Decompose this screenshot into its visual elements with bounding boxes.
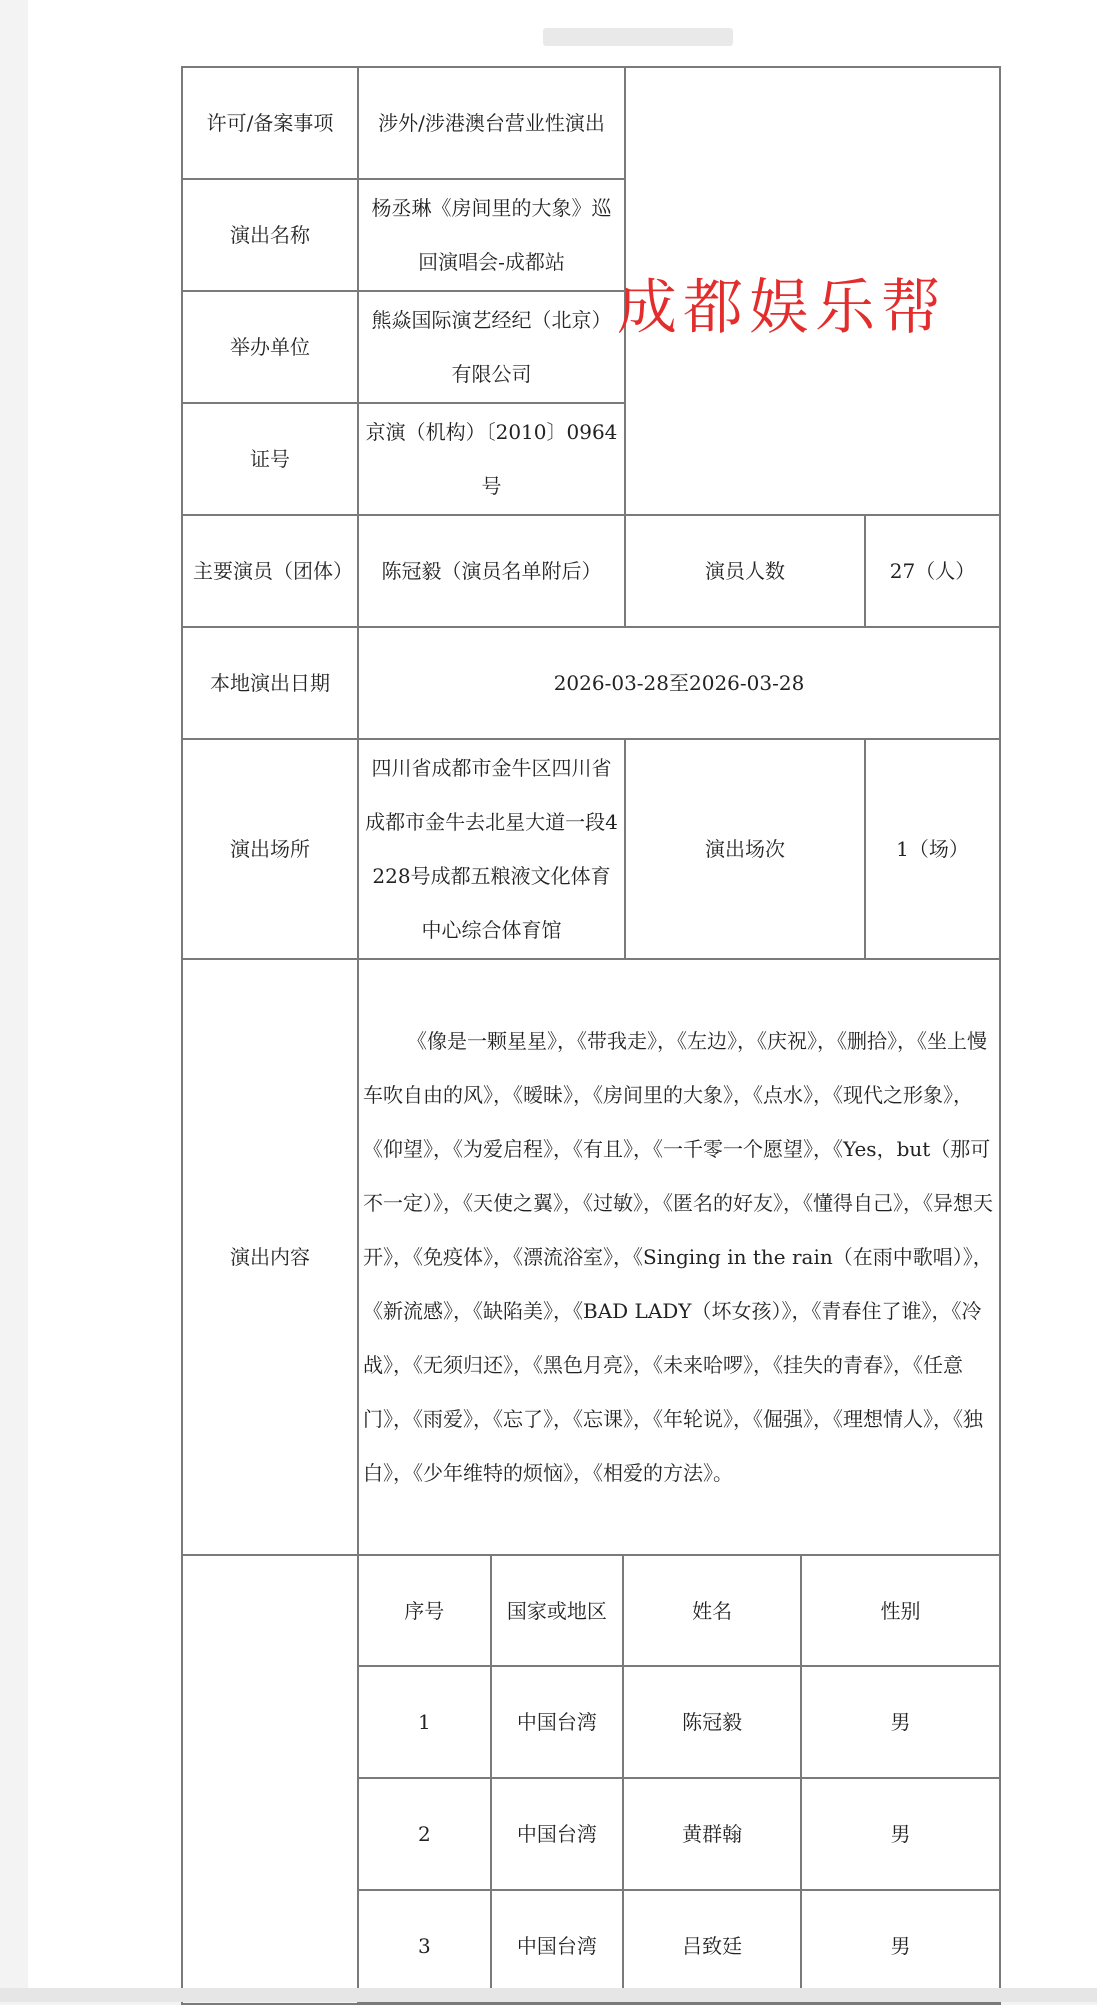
organizer-value: 熊焱国际演艺经纪（北京）有限公司 bbox=[358, 291, 625, 403]
roster-header-name: 姓名 bbox=[623, 1556, 801, 1666]
name-value: 杨丞琳《房间里的大象》巡回演唱会-成都站 bbox=[358, 179, 625, 291]
venue-label: 演出场所 bbox=[182, 739, 358, 959]
license-label: 许可/备案事项 bbox=[182, 67, 358, 179]
performer-count-label: 演员人数 bbox=[625, 515, 865, 627]
performer-count-value: 27（人） bbox=[865, 515, 1000, 627]
roster-gender: 男 bbox=[801, 1890, 999, 2002]
roster-header-gender: 性别 bbox=[801, 1556, 999, 1666]
license-value: 涉外/涉港澳台营业性演出 bbox=[358, 67, 625, 179]
watermark-text: 成都娱乐帮 bbox=[617, 273, 947, 343]
date-label: 本地演出日期 bbox=[182, 627, 358, 739]
roster-header-no: 序号 bbox=[359, 1556, 491, 1666]
roster-header-region: 国家或地区 bbox=[491, 1556, 624, 1666]
content-label: 演出内容 bbox=[182, 959, 358, 1555]
roster-name: 黄群翰 bbox=[623, 1778, 801, 1890]
roster-cell bbox=[358, 1555, 1000, 2004]
content-cell bbox=[358, 959, 1000, 1555]
roster-region: 中国台湾 bbox=[491, 1666, 624, 1778]
roster-no: 1 bbox=[359, 1666, 491, 1778]
shows-label: 演出场次 bbox=[625, 739, 865, 959]
roster-table bbox=[359, 1556, 999, 2003]
performer-value: 陈冠毅（演员名单附后） bbox=[358, 515, 625, 627]
roster-region: 中国台湾 bbox=[491, 1890, 624, 2002]
performer-label: 主要演员（团体） bbox=[182, 515, 358, 627]
redacted-header bbox=[543, 28, 733, 46]
table-row bbox=[359, 1778, 999, 1890]
bottom-edge bbox=[0, 1988, 1097, 2002]
date-value: 2026-03-28至2026-03-28 bbox=[358, 627, 1000, 739]
table-row bbox=[359, 1890, 999, 2002]
roster-name: 陈冠毅 bbox=[623, 1666, 801, 1778]
license-table bbox=[181, 66, 1001, 2005]
roster-no: 3 bbox=[359, 1890, 491, 2002]
name-label: 演出名称 bbox=[182, 179, 358, 291]
roster-no: 2 bbox=[359, 1778, 491, 1890]
table-row bbox=[359, 1666, 999, 1778]
cert-label: 证号 bbox=[182, 403, 358, 515]
shows-value: 1（场） bbox=[865, 739, 1000, 959]
roster-name: 吕致廷 bbox=[623, 1890, 801, 2002]
organizer-label: 举办单位 bbox=[182, 291, 358, 403]
venue-value: 四川省成都市金牛区四川省成都市金牛去北星大道一段4228号成都五粮液文化体育中心综合体育馆 bbox=[358, 739, 625, 959]
content-value: 《像是一颗星星》，《带我走》，《左边》，《庆祝》，《删拾》，《坐上慢车吹自由的风》，《暧昧》，《房间里的大象》，《点水》，《现代之形象》，《仰望》，《为爱启程》，《有且》，《一千零一个愿望》，《Yes，but（那可不一定）》，《天使之翼》，《过敏》，《匿名的好友》，《懂得自己》，《异想天开》，《免疫体》，《漂流浴室》，《Singing in the rain（在雨中歌唱）》，《新流感》，《缺陷美》，《BAD LADY（坏女孩）》，《青春住了谁》，《冷战》，《无须归还》，《黑色月亮》，《未来哈啰》，《挂失的青春》，《任意门》，《雨爱》，《忘了》，《忘课》，《年轮说》，《倔强》，《理想情人》，《独白》，《少年维特的烦恼》，《相爱的方法》。 bbox=[363, 1029, 993, 1485]
cert-value: 京演（机构）〔2010〕0964号 bbox=[358, 403, 625, 515]
roster-gender: 男 bbox=[801, 1778, 999, 1890]
roster-label-cell bbox=[182, 1555, 358, 2004]
roster-region: 中国台湾 bbox=[491, 1778, 624, 1890]
roster-gender: 男 bbox=[801, 1666, 999, 1778]
